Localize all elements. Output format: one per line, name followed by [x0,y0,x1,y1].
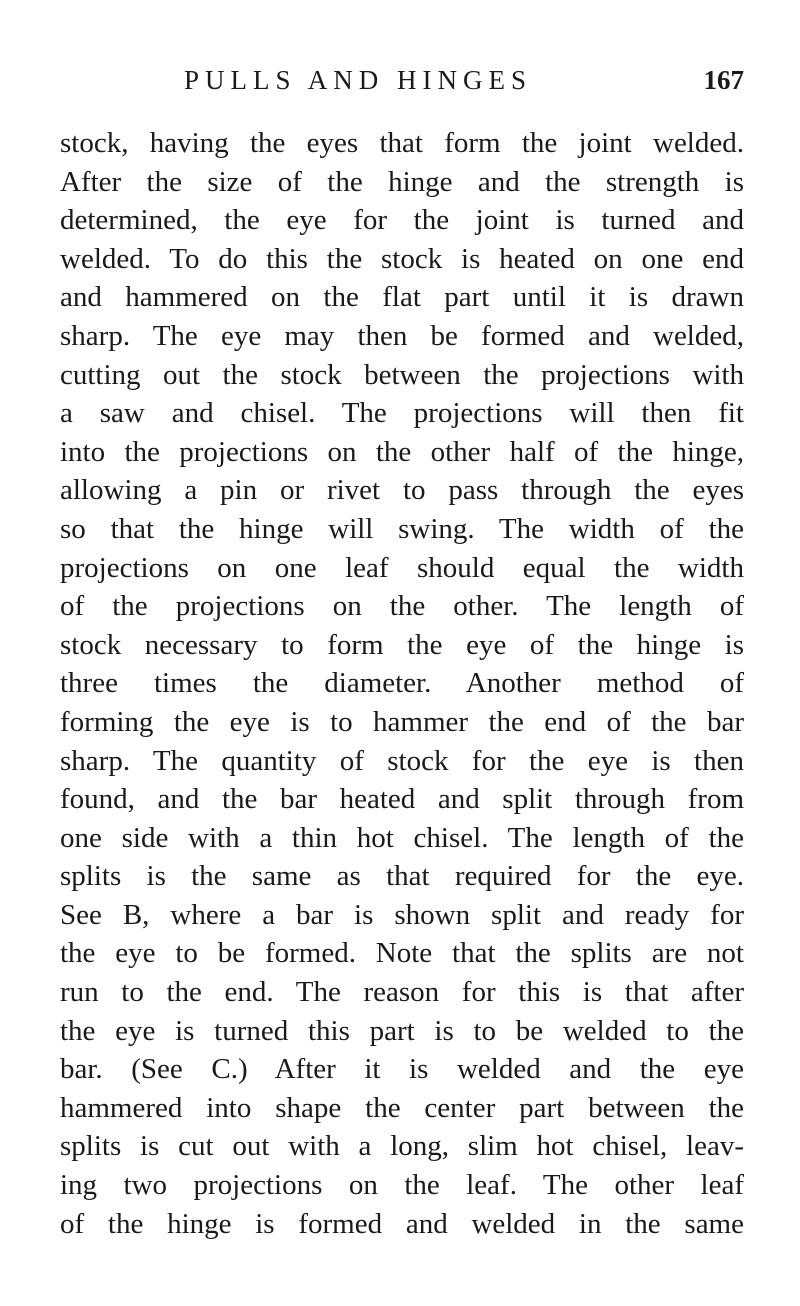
text-line: a saw and chisel. The projections will then fit [60,397,744,430]
text-line: sharp. The eye may then be formed and welded, [60,319,744,352]
text-line: hammered into shape the center part between the [60,1091,744,1124]
text-line: three times the diameter. Another method of [60,667,744,700]
text-line: of the projections on the other. The length of [60,590,744,623]
text-line: one side with a thin hot chisel. The length of the [60,821,744,854]
text-line: bar. (See C.) After it is welded and the eye [60,1053,744,1086]
text-line: stock, having the eyes that form the joint welded. [60,127,744,159]
text-line: determined, the eye for the joint is turned and [60,204,744,237]
running-title: PULLS AND HINGES [184,65,533,95]
text-line: into the projections on the other half of the hinge, [60,435,744,468]
text-line: allowing a pin or rivet to pass through the eyes [60,474,744,507]
text-line: stock necessary to form the eye of the hinge is [60,628,744,661]
body-text [60,124,744,1243]
text-line: projections on one leaf should equal the width [60,551,744,584]
text-line: so that the hinge will swing. The width of the [60,512,744,545]
page-number: 167 [703,65,744,95]
text-line: cutting out the stock between the projections with [60,358,744,391]
text-line: See B, where a bar is shown split and ready for [60,898,744,931]
text-line: After the size of the hinge and the strength is [60,165,744,198]
text-line: forming the eye is to hammer the end of the bar [60,705,744,738]
text-line: ing two projections on the leaf. The other leaf [60,1169,744,1202]
text-line: found, and the bar heated and split through from [60,783,744,816]
text-line: run to the end. The reason for this is that after [60,976,744,1009]
text-line: splits is cut out with a long, slim hot chisel, leav- [60,1130,744,1163]
text-line: and hammered on the flat part until it is drawn [60,281,744,314]
text-line: welded. To do this the stock is heated on one end [60,242,744,275]
text-line: of the hinge is formed and welded in the same [60,1207,744,1240]
text-line: sharp. The quantity of stock for the eye is then [60,744,744,777]
text-line: the eye is turned this part is to be welded to the [60,1014,744,1047]
running-head [60,60,744,100]
text-line: splits is the same as that required for the eye. [60,860,744,893]
text-line: the eye to be formed. Note that the splits are not [60,937,744,970]
